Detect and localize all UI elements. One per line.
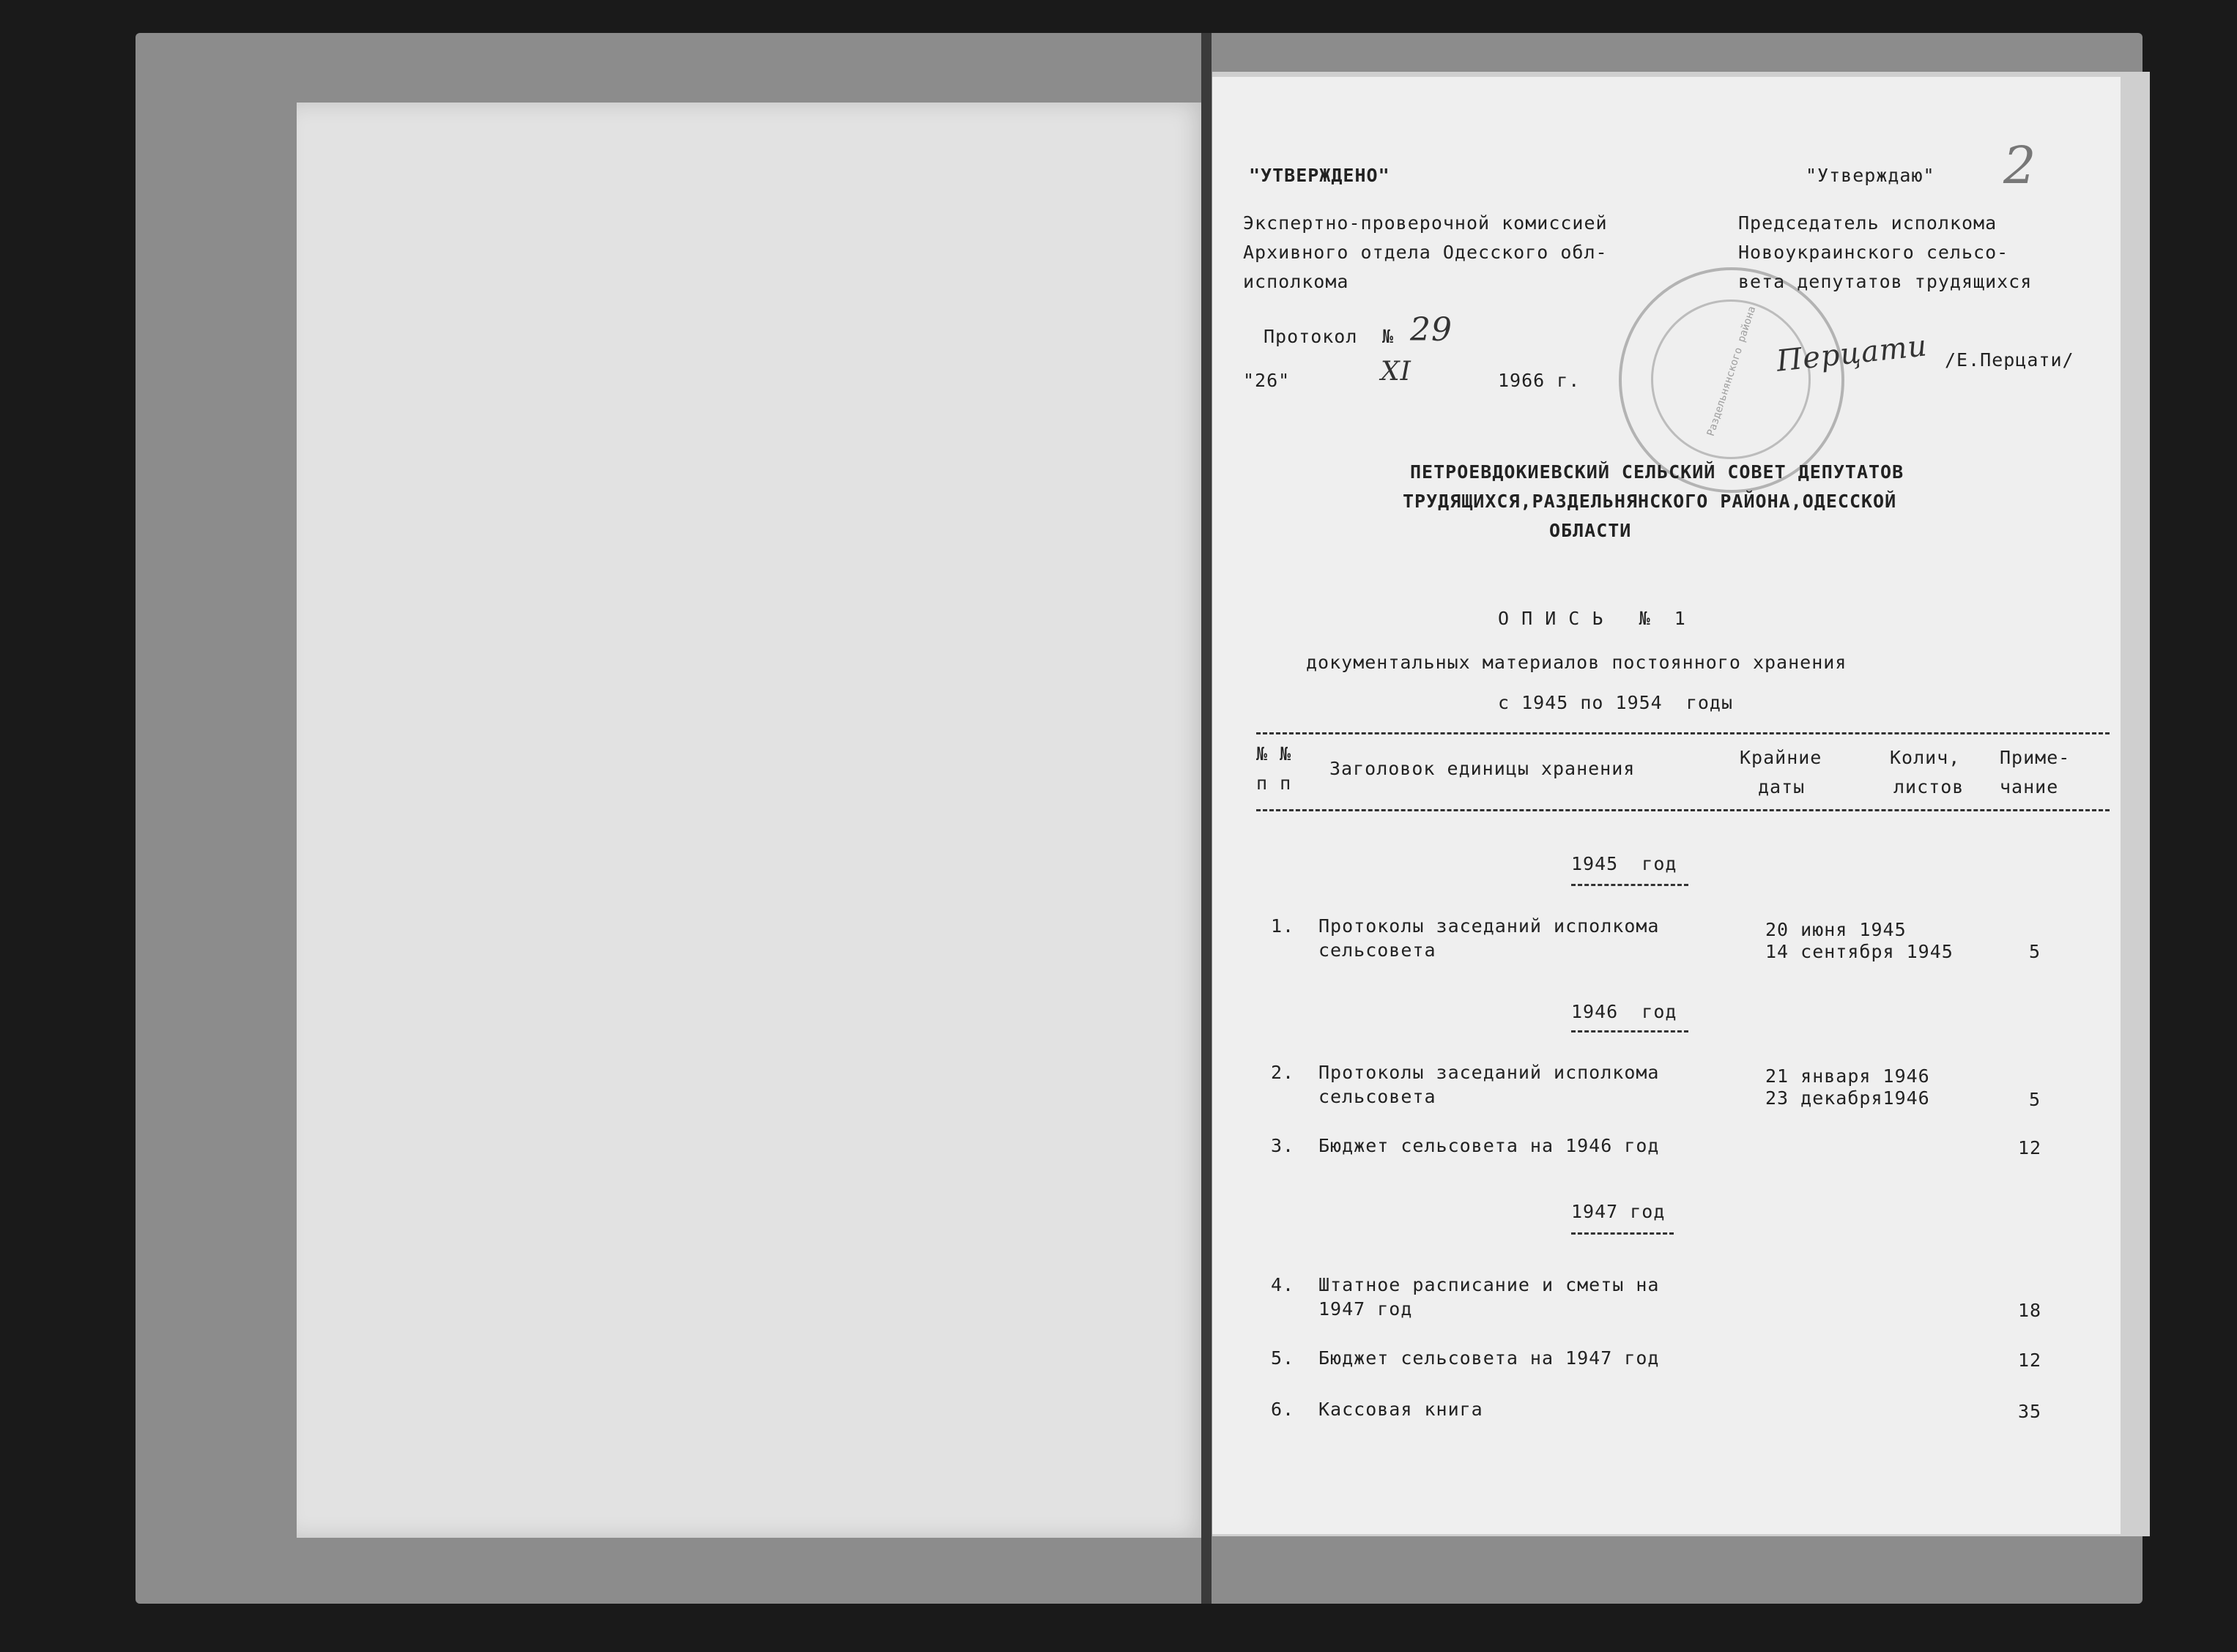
approve-line-2: Новоукраинского сельсо- (1738, 242, 2009, 263)
protocol-label: Протокол (1264, 326, 1358, 347)
inventory-subtitle: документальных материалов постоянного хранения (1306, 652, 1847, 673)
inventory-period: с 1945 по 1954 годы (1498, 692, 1734, 713)
header-sheets-1: Колич, (1890, 747, 1961, 768)
table-header-rule (1256, 809, 2110, 811)
header-notes-2: чание (2000, 776, 2059, 797)
protocol-number: 29 (1410, 311, 1453, 349)
row-2-date-2: 23 декабря1946 (1765, 1087, 1930, 1109)
year-underline-1945 (1571, 884, 1688, 886)
header-number-1: № № (1256, 743, 1292, 764)
protocol-date-month: XI (1381, 357, 1411, 387)
row-4-title-2: 1947 год (1318, 1298, 1413, 1320)
header-notes-1: Приме- (2000, 747, 2071, 768)
header-dates-2: даты (1758, 776, 1806, 797)
row-1-title-2: сельсовета (1318, 940, 1436, 961)
year-underline-1947 (1571, 1232, 1674, 1235)
header-title: Заголовок единицы хранения (1329, 758, 1636, 779)
inventory-page (1212, 77, 2121, 1534)
row-3-number: 3. (1271, 1135, 1295, 1156)
row-1-number: 1. (1271, 915, 1295, 937)
approve-line-1: Председатель исполкома (1738, 212, 1997, 234)
chairman-signature: Перцати (1775, 329, 1929, 379)
row-6-title-1: Кассовая книга (1318, 1399, 1483, 1420)
approved-line-1: Экспертно-проверочной комиссией (1243, 212, 1608, 234)
header-dates-1: Крайние (1740, 747, 1822, 768)
organization-line-2: ТРУДЯЩИХСЯ,РАЗДЕЛЬНЯНСКОГО РАЙОНА,ОДЕССКОЙ (1403, 491, 1897, 512)
row-1-title-1: Протоколы заседаний исполкома (1318, 915, 1660, 937)
official-stamp (1619, 267, 1844, 493)
row-4-title-1: Штатное расписание и сметы на (1318, 1274, 1660, 1295)
year-heading-1947: 1947 год (1571, 1201, 1666, 1222)
approve-line-3: вета депутатов трудящихся (1738, 271, 2033, 292)
row-1-date-2: 14 сентября 1945 (1765, 941, 1954, 962)
row-4-sheets: 18 (2018, 1300, 2042, 1321)
folder-spine (1201, 33, 1212, 1604)
approved-line-3: исполкома (1243, 271, 1349, 292)
approve-heading: "Утверждаю" (1806, 165, 1935, 186)
table-top-rule (1256, 732, 2110, 734)
row-5-sheets: 12 (2018, 1350, 2042, 1371)
row-2-title-1: Протоколы заседаний исполкома (1318, 1062, 1660, 1083)
row-2-date-1: 21 января 1946 (1765, 1065, 1930, 1087)
row-1-sheets: 5 (2029, 941, 2041, 962)
blank-left-page (297, 103, 1209, 1538)
row-2-title-2: сельсовета (1318, 1086, 1436, 1107)
row-2-number: 2. (1271, 1062, 1295, 1083)
row-3-sheets: 12 (2018, 1137, 2042, 1158)
year-heading-1945: 1945 год (1571, 853, 1677, 874)
stamp-text: Раздельнянского района (1704, 305, 1759, 438)
row-5-title-1: Бюджет сельсовета на 1947 год (1318, 1347, 1660, 1369)
chairman-name: /Е.Перцати/ (1945, 349, 2074, 371)
protocol-date-day: "26" (1243, 370, 1291, 391)
row-6-sheets: 35 (2018, 1401, 2042, 1422)
row-1-date-1: 20 июня 1945 (1765, 919, 1907, 940)
header-sheets-2: листов (1893, 776, 1965, 797)
year-heading-1946: 1946 год (1571, 1001, 1677, 1022)
row-6-number: 6. (1271, 1399, 1295, 1420)
row-3-title-1: Бюджет сельсовета на 1946 год (1318, 1135, 1660, 1156)
inventory-title: О П И С Ь № 1 (1498, 608, 1686, 629)
row-2-sheets: 5 (2029, 1089, 2041, 1110)
organization-line-1: ПЕТРОЕВДОКИЕВСКИЙ СЕЛЬСКИЙ СОВЕТ ДЕПУТАТОВ (1410, 461, 1904, 483)
year-underline-1946 (1571, 1030, 1688, 1032)
sheet-number: 2 (2003, 135, 2036, 196)
approved-heading: "УТВЕРЖДЕНО" (1249, 165, 1390, 186)
protocol-number-label: № (1382, 326, 1395, 347)
row-5-number: 5. (1271, 1347, 1295, 1369)
protocol-date-year: 1966 г. (1498, 370, 1581, 391)
row-4-number: 4. (1271, 1274, 1295, 1295)
approved-line-2: Архивного отдела Одесского обл- (1243, 242, 1608, 263)
header-number-2: п п (1256, 773, 1292, 794)
organization-line-3: ОБЛАСТИ (1549, 520, 1632, 541)
